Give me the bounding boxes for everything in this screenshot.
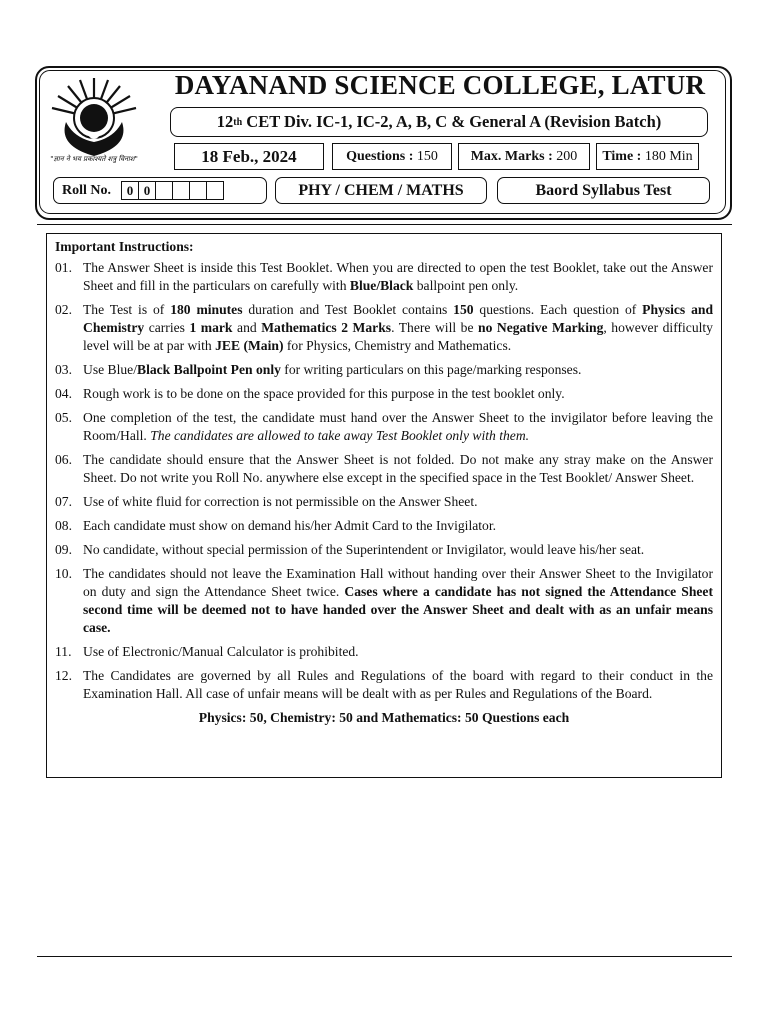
instruction-number: 04. (55, 386, 72, 401)
instruction-text-part: duration and Test Booklet contains (242, 302, 454, 317)
instruction-text-part: 150 (453, 302, 474, 317)
instruction-number: 02. (55, 302, 72, 317)
instruction-number: 10. (55, 566, 72, 581)
instruction-text-part: Mathematics 2 Marks (261, 320, 392, 335)
instruction-text-part: Use of white fluid for correction is not permissible on the Answer Sheet. (83, 494, 478, 509)
time-value: 180 Min (644, 148, 693, 164)
instruction-text (83, 361, 713, 379)
instruction-text-part: Physics and Chemistry (83, 302, 717, 335)
instruction-item (55, 385, 713, 403)
header-divider (37, 224, 732, 225)
instruction-text (83, 541, 713, 559)
instruction-text-part: The Test is of (83, 302, 171, 317)
footer-divider (37, 956, 732, 957)
instruction-number: 03. (55, 362, 72, 377)
instruction-item (55, 409, 717, 445)
college-name: DAYANAND SCIENCE COLLEGE, LATUR (174, 70, 706, 100)
instruction-text-part: 1 mark (189, 320, 233, 335)
batch-box (170, 107, 708, 137)
instruction-number: 06. (55, 452, 72, 467)
instruction-text-part: Use of Electronic/Manual Calculator is prohibited. (83, 644, 359, 659)
questions-value: 150 (416, 148, 438, 164)
instruction-text (83, 301, 717, 355)
instruction-text-part: Blue/Black (349, 278, 414, 293)
instruction-item (55, 361, 713, 379)
batch-description: CET Div. IC-1, IC-2, A, B, C & General A (Revision Batch) (242, 112, 662, 131)
time-label: Time : (602, 148, 642, 164)
instruction-text (83, 385, 713, 403)
instruction-number: 05. (55, 410, 72, 425)
instruction-text (83, 493, 713, 511)
instruction-item (55, 667, 717, 703)
instruction-text-part: Cases where a candidate has not signed the Attendance Sheet second time will be deemed not to have handed over the Answer Sheet and dealt with as an unfair means case. (83, 584, 717, 635)
instruction-text-part: carries (144, 320, 190, 335)
batch-grade: 12 (216, 112, 234, 131)
questions-box (332, 143, 452, 170)
max-marks-label: Max. Marks : (470, 148, 553, 164)
instruction-item (55, 451, 717, 487)
syllabus-box: Baord Syllabus Test (497, 177, 710, 204)
roll-number-cells (121, 181, 224, 200)
instruction-number: 07. (55, 494, 72, 509)
college-logo-icon (44, 72, 144, 168)
max-marks-value: 200 (556, 148, 578, 164)
instruction-item (55, 259, 717, 295)
instruction-text-part: and (232, 320, 262, 335)
instruction-text (83, 409, 717, 445)
instruction-text-part: ballpoint pen only. (413, 278, 519, 293)
instruction-item (55, 541, 713, 559)
instructions-title: Important Instructions: (55, 239, 194, 254)
instruction-number: 11. (55, 644, 72, 659)
roll-digit-cell[interactable] (156, 182, 173, 199)
instruction-text (83, 259, 717, 295)
roll-digit-cell[interactable] (173, 182, 190, 199)
instruction-number: 08. (55, 518, 72, 533)
instruction-item (55, 301, 717, 355)
time-box (596, 143, 699, 170)
instruction-text-part: Rough work is to be done on the space provided for this purpose in the test booklet only. (83, 386, 565, 401)
instruction-text (83, 451, 717, 487)
roll-digit-cell[interactable] (207, 182, 223, 199)
instruction-text-part: Each candidate must show on demand his/her Admit Card to the Invigilator. (83, 518, 497, 533)
instruction-text (83, 643, 713, 661)
instruction-text (83, 517, 713, 535)
roll-label: Roll No. (62, 182, 111, 198)
instruction-text-part: questions. Each question of (473, 302, 643, 317)
instruction-number: 01. (55, 260, 72, 275)
instruction-text-part: . There will be (391, 320, 479, 335)
roll-number-box (53, 177, 267, 204)
instruction-item (55, 565, 717, 637)
instructions-box (46, 233, 722, 778)
roll-digit-cell[interactable]: 0 (139, 182, 156, 199)
instruction-text-part: The candidate should ensure that the Answer Sheet is not folded. Do not make any stray make on the Answer Sheet. Do not write you Roll No. anywhere else except in the specified space in the Test Booklet/ Answer Sheet. (83, 452, 717, 485)
logo-motto: "ज्ञान ने भय प्रकाश्यते शत्रु विनाश" (50, 155, 138, 163)
roll-digit-cell[interactable] (190, 182, 207, 199)
max-marks-box (458, 143, 590, 170)
instruction-text-part: JEE (Main) (215, 338, 284, 353)
instruction-item (55, 517, 713, 535)
subjects-box: PHY / CHEM / MATHS (275, 177, 487, 204)
instruction-text-part: for writing particulars on this page/marking responses. (280, 362, 582, 377)
instruction-text-part: Use Blue/ (83, 362, 137, 377)
instruction-text-part: One completion of the test, the candidate must hand over the Answer Sheet to the invigilator before leaving the Room/Hall. (83, 410, 717, 443)
instruction-text-part: , however difficulty level will be at par with (83, 320, 717, 353)
instruction-text-part: The candidates should not leave the Examination Hall without handing over their Answer Sheet to the Invigilator on duty and sign the Attendance Sheet twice. (83, 566, 717, 599)
instruction-text (83, 565, 717, 637)
questions-summary: Physics: 50, Chemistry: 50 and Mathematics: 50 Questions each (198, 710, 570, 725)
questions-label: Questions : (346, 148, 414, 164)
instruction-number: 09. (55, 542, 72, 557)
instruction-text-part: for Physics, Chemistry and Mathematics. (283, 338, 512, 353)
instruction-text-part: 180 minutes (170, 302, 243, 317)
roll-digit-cell[interactable]: 0 (122, 182, 139, 199)
instruction-text-part: no Negative Marking (478, 320, 604, 335)
instruction-text-part: The Candidates are governed by all Rules and Regulations of the board with regard to their conduct in the Examination Hall. All case of unfair means will be dealt with as per Rules and Regulations of the Board. (83, 668, 717, 701)
instruction-text-part: The Answer Sheet is inside this Test Booklet. When you are directed to open the test Booklet, take out the Answer Sheet and fill in the particulars on carefully with (83, 260, 717, 293)
instruction-text-part: The candidates are allowed to take away Test Booklet only with them. (150, 428, 530, 443)
instruction-number: 12. (55, 668, 72, 683)
instruction-text-part: No candidate, without special permission of the Superintendent or Invigilator, would leave his/her seat. (83, 542, 645, 557)
instructions-list (55, 259, 717, 703)
instruction-item (55, 493, 713, 511)
exam-date: 18 Feb., 2024 (174, 143, 324, 170)
batch-grade-suffix: th (233, 116, 243, 128)
instruction-text (83, 667, 717, 703)
instruction-item (55, 643, 713, 661)
instruction-text-part: Black Ballpoint Pen only (137, 362, 281, 377)
